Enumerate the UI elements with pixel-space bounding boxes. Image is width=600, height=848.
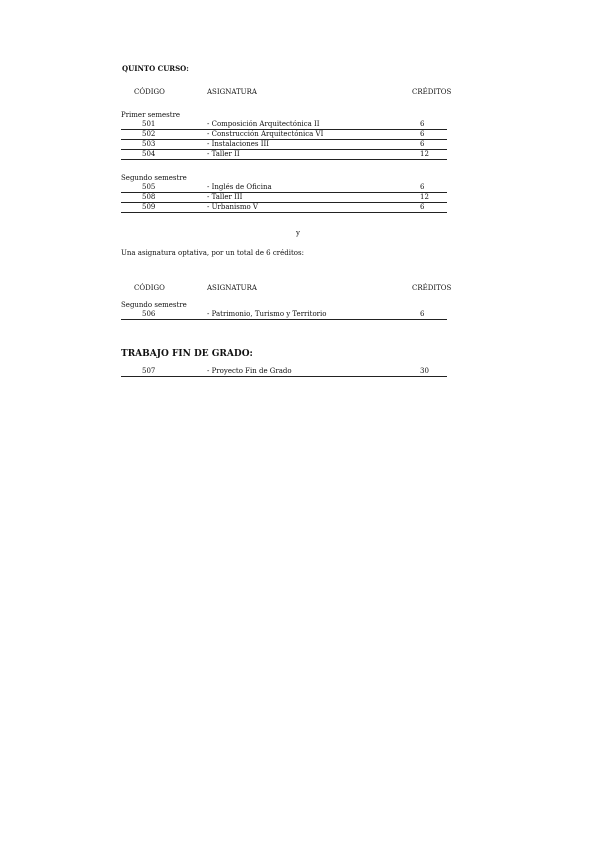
course-subject: - Taller II: [207, 150, 240, 158]
table-row: [121, 367, 447, 377]
semester-label-first: Primer semestre: [121, 111, 181, 119]
course-subject: - Inglés de Oficina: [207, 183, 272, 191]
course-credits: 6: [420, 183, 425, 191]
table-row: [121, 150, 447, 160]
header-subject: ASIGNATURA: [207, 284, 257, 292]
course-subject: - Composición Arquitectónica II: [207, 120, 320, 128]
course-credits: 6: [420, 120, 425, 128]
section-title-quinto-curso: QUINTO CURSO:: [122, 64, 189, 73]
header-code: CÓDIGO: [134, 284, 165, 292]
semester-label-second: Segundo semestre: [121, 174, 187, 182]
table-row: [121, 120, 447, 130]
course-subject: - Proyecto Fin de Grado: [207, 367, 292, 375]
table-row: [121, 193, 447, 203]
connector-text: y: [296, 229, 300, 237]
optional-note: Una asignatura optativa, por un total de 6 créditos:: [121, 249, 304, 257]
table-row: [121, 310, 447, 320]
course-credits: 6: [420, 203, 425, 211]
course-credits: 6: [420, 310, 425, 318]
course-code: 501: [142, 120, 156, 128]
course-code: 502: [142, 130, 156, 138]
course-subject: - Urbanismo V: [207, 203, 258, 211]
course-code: 508: [142, 193, 156, 201]
course-subject: - Taller III: [207, 193, 243, 201]
course-code: 505: [142, 183, 156, 191]
table-row: [121, 203, 447, 213]
course-credits: 30: [420, 367, 429, 375]
course-credits: 6: [420, 130, 425, 138]
semester-label-optional: Segundo semestre: [121, 301, 187, 309]
course-credits: 12: [420, 150, 429, 158]
course-code: 503: [142, 140, 156, 148]
header-code: CÓDIGO: [134, 88, 165, 96]
course-code: 507: [142, 367, 156, 375]
header-subject: ASIGNATURA: [207, 88, 257, 96]
table-row: [121, 140, 447, 150]
course-credits: 6: [420, 140, 425, 148]
header-credits: CRÉDITOS: [412, 284, 452, 292]
header-credits: CRÉDITOS: [412, 88, 452, 96]
course-code: 506: [142, 310, 156, 318]
course-code: 509: [142, 203, 156, 211]
course-credits: 12: [420, 193, 429, 201]
course-code: 504: [142, 150, 156, 158]
table-row: [121, 130, 447, 140]
section-title-tfg: TRABAJO FIN DE GRADO:: [121, 349, 253, 359]
course-subject: - Construcción Arquitectónica VI: [207, 130, 324, 138]
course-subject: - Instalaciones III: [207, 140, 269, 148]
table-row: [121, 183, 447, 193]
course-subject: - Patrimonio, Turismo y Territorio: [207, 310, 327, 318]
